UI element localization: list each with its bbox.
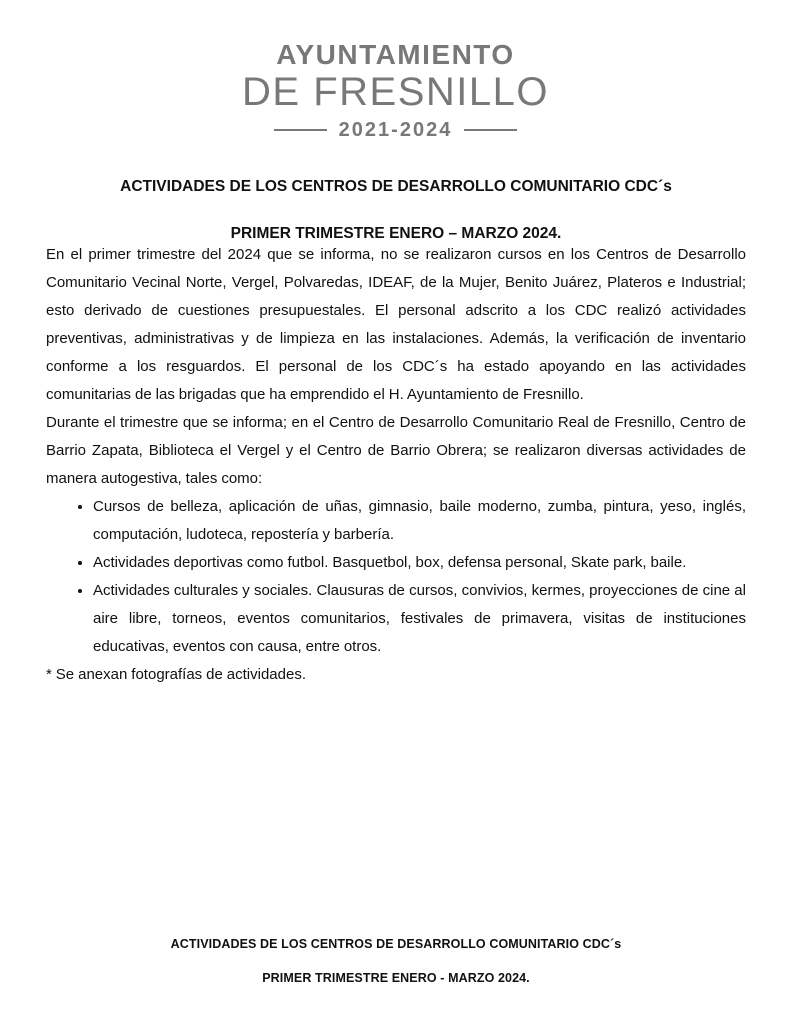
logo-years-text: 2021-2024 <box>338 118 453 141</box>
activities-bullet-list <box>46 493 746 661</box>
footer-line-1: ACTIVIDADES DE LOS CENTROS DE DESARROLLO COMUNITARIO CDC´s <box>170 936 622 951</box>
municipality-logo <box>0 40 791 142</box>
bullet-item-sports: • Actividades deportivas como futbol. Basquetbol, box, defensa personal, Skate park, baile. <box>93 549 746 577</box>
logo-years-row <box>274 119 518 142</box>
document-body <box>46 241 746 689</box>
paragraph-no-courses: En el primer trimestre del 2024 que se informa, no se realizaron cursos en los Centros de Desarrollo Comunitario Vecinal Norte, Vergel, Polvaredas, IDEAF, de la Mujer, Benito Juárez, Plateros e Industrial; esto derivado de cuestiones presupuestales. El personal adscrito a los CDC realizó actividades preventivas, administrativas y de limpieza en las instalaciones. Además, la verificación de inventario conforme a los resguardos. El personal de los CDC´s ha estado apoyando en las actividades comunitarias de las brigadas que ha emprendido el H. Ayuntamiento de Fresnillo. <box>46 246 746 403</box>
logo-text-ayuntamiento: AYUNTAMIENTO <box>276 39 515 70</box>
bullet-item-cultural: • Actividades culturales y sociales. Clausuras de cursos, convivios, kermes, proyecciones de cine al aire libre, torneos, eventos comunitarios, festivales de primavera, visitas de instituciones educativas, eventos con causa, entre otros. <box>93 577 746 661</box>
logo-right-rule <box>464 129 517 131</box>
logo-text-fresnillo: DE FRESNILLO <box>242 69 549 114</box>
footer-line-2: PRIMER TRIMESTRE ENERO - MARZO 2024. <box>262 971 530 985</box>
logo-left-rule <box>274 129 327 131</box>
document-title-line-1: ACTIVIDADES DE LOS CENTROS DE DESARROLLO COMUNITARIO CDC´s <box>120 177 672 195</box>
paragraph-activities-intro: Durante el trimestre que se informa; en el Centro de Desarrollo Comunitario Real de Fresnillo, Centro de Barrio Zapata, Biblioteca el Vergel y el Centro de Barrio Obrera; se realizaron diversas actividades de manera autogestiva, tales como: <box>46 414 746 487</box>
photos-annex-note: * Se anexan fotografías de actividades. <box>46 666 307 683</box>
document-footer <box>46 920 746 1002</box>
bullet-item-courses: • Cursos de belleza, aplicación de uñas, gimnasio, baile moderno, zumba, pintura, yeso, inglés, computación, ludoteca, repostería y barbería. <box>93 493 746 549</box>
document-title-line-2: PRIMER TRIMESTRE ENERO – MARZO 2024. <box>230 225 562 242</box>
